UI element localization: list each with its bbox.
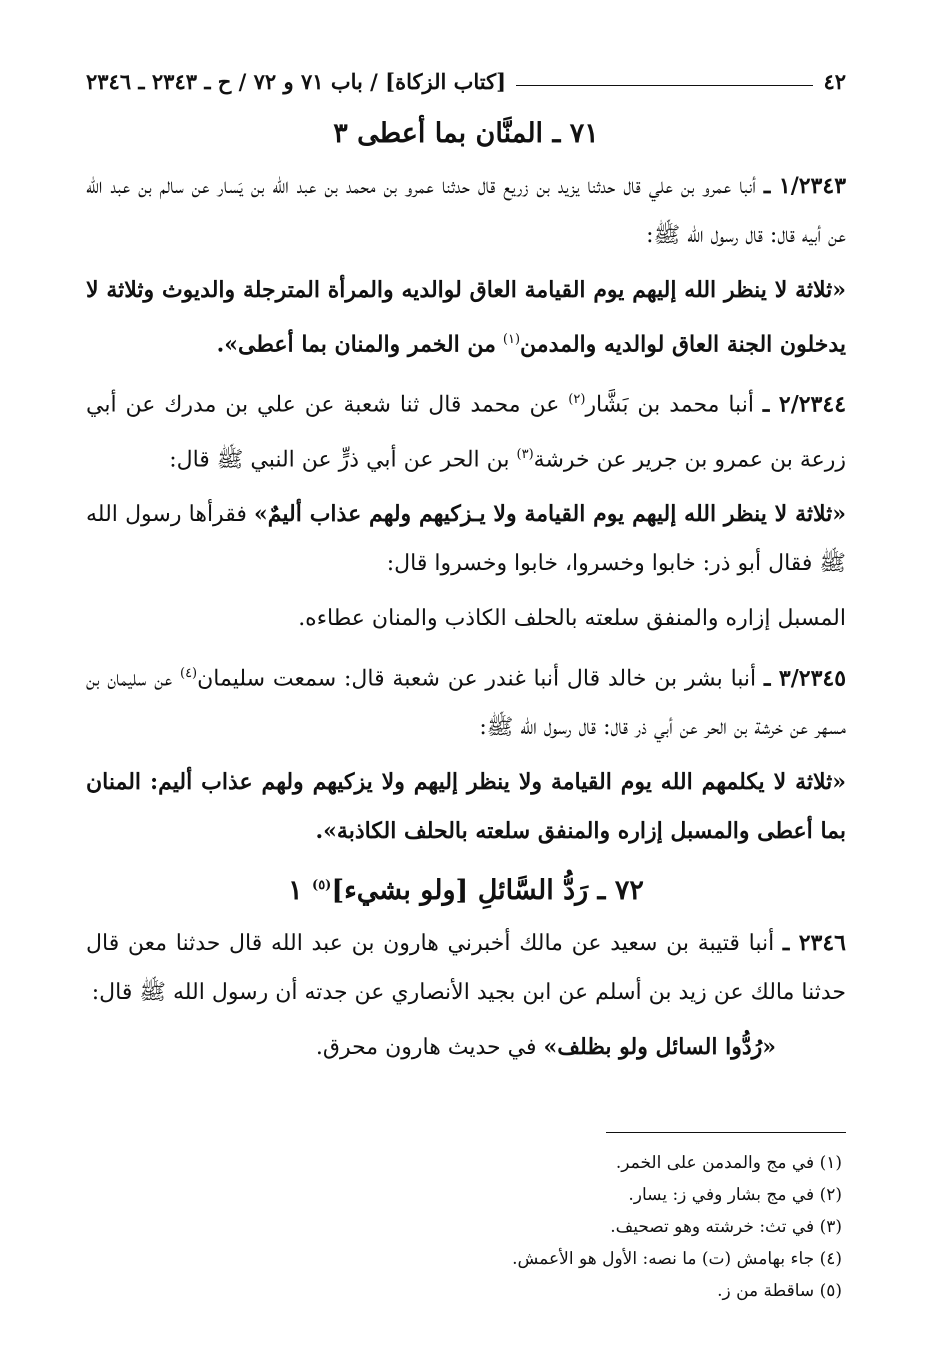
- hadith-isnad: أنبا محمد بن بَشَّار: [585, 392, 754, 418]
- hadith-2344-matn: [86, 490, 846, 588]
- hadith-after: في حديث هارون محرق.: [315, 1035, 537, 1061]
- hadith-isnad: أنبا بشر بن خالد قال أنبا غندر عن شعبة قال: سمعت سليمان: [197, 666, 757, 692]
- hadith-number: ٣/٢٣٤٥ ـ: [763, 665, 847, 692]
- chapter-72-title: [86, 866, 846, 911]
- hadith-2344: [86, 375, 846, 484]
- hadith-number: ٢/٢٣٤٤ ـ: [762, 391, 847, 418]
- hadith-after: فقرأها رسول الله ﷺ فقال أبو ذر: خابوا وخسروا، خابوا وخسروا قال:: [86, 501, 846, 576]
- page-number: ٤٢: [823, 69, 846, 94]
- hadith-2346-matn: [86, 1023, 846, 1072]
- footnote-5: (٥) ساقطة من ز.: [717, 1281, 842, 1301]
- hadith-matn: «ثلاثة لا يكلمهم الله يوم القيامة ولا ينظر إليهم ولا يزكيهم ولهم عذاب أليم: المنان بما أعطى والمسبل إزاره والمنفق سلعته بالحلف الكاذبة».: [86, 769, 846, 845]
- hadith-matn: «ثلاثة لا ينظر الله إليهم يوم القيامة العاق لوالديه والمرأة المترجلة والديوث وثلاثة لا يدخلون الجنة العاق لوالديه والمدمن: [86, 277, 846, 358]
- footnote-ref[interactable]: (١): [502, 332, 521, 347]
- footnote-separator: [606, 1132, 846, 1133]
- footnote-ref[interactable]: (٤): [179, 665, 198, 681]
- hadith-2343-matn: [86, 266, 846, 369]
- hadith-number: ٢٣٤٦ ـ: [782, 930, 846, 957]
- hadith-isnad: أنبا عمرو بن علي قال حدثنا يزيد بن زريع قال حدثنا عمرو بن محمد بن عبد الله بن يَسار عن سالم بن عبد الله عن أبيه قال: قال رسول الله ﷺ:: [86, 174, 846, 248]
- footnote-ref[interactable]: (٣): [516, 446, 534, 462]
- chapter-72-mark: ١: [288, 875, 303, 907]
- footnotes: [512, 1147, 842, 1307]
- hadith-2344-line2: المسبل إزاره والمنفق سلعته بالحلف الكاذب والمنان عطاءه.: [298, 605, 846, 631]
- hadith-2345: [86, 649, 846, 752]
- running-title: [كتاب الزكاة] / باب ٧١ و ٧٢ / ح ـ ٢٣٤٣ ـ ٢٣٤٦: [86, 69, 507, 94]
- hadith-isnad-cont: عن محمد قال ثنا شعبة عن علي بن مدرك عن أبي زرعة بن عمرو بن جرير عن خرشة: [86, 392, 846, 472]
- hadith-isnad-cont: عن سليمان بن مسهر عن خرشة بن الحر عن أبي ذر قال: قال رسول الله ﷺ:: [86, 666, 846, 741]
- chapter-71-title: ٧١ ـ المنَّان بما أعطى ٣: [333, 118, 599, 149]
- hadith-isnad: أنبا قتيبة بن سعيد عن مالك أخبرني هارون بن عبد الله قال حدثنا معن قال حدثنا مالك عن زيد بن أسلم عن ابن بجيد الأنصاري عن جدته أن رسول الله ﷺ قال:: [86, 931, 846, 1006]
- footnote-1: (١) في مج والمدمن على الخمر.: [615, 1153, 842, 1173]
- hadith-isnad-end: بن الحر عن أبي ذرٍّ عن النبي ﷺ قال:: [169, 446, 510, 472]
- chapter-72-heading: ٧٢ ـ رَدُّ السَّائلِ [ولو بشيء]: [331, 875, 644, 907]
- hadith-matn-end: من الخمر والمنان بما أعطى».: [216, 331, 496, 358]
- header-rule: [516, 85, 813, 86]
- hadith-number: ١/٢٣٤٣ ـ: [763, 173, 847, 199]
- hadith-2346: [86, 919, 846, 1017]
- footnote-2: (٢) في مج بشار وفي ز: يسار.: [628, 1185, 842, 1205]
- footnote-3: (٣) في تث: خرشته وهو تصحيف.: [610, 1217, 842, 1237]
- running-header: [86, 60, 846, 104]
- hadith-2345-matn: [86, 758, 846, 856]
- hadith-matn: «رُدُّوا السائل ولو بظلف»: [543, 1034, 776, 1061]
- hadith-matn: «ثلاثة لا ينظر الله إليهم يوم القيامة ولا يـزكيهم ولهم عذاب أليمٌ»: [254, 500, 846, 527]
- footnote-4: (٤) جاء بهامش (ت) ما نصه: الأول هو الأعمش.: [512, 1249, 842, 1269]
- footnote-ref[interactable]: (٢): [568, 392, 586, 408]
- hadith-2343: [86, 162, 846, 260]
- footnote-ref[interactable]: (٥): [312, 878, 332, 894]
